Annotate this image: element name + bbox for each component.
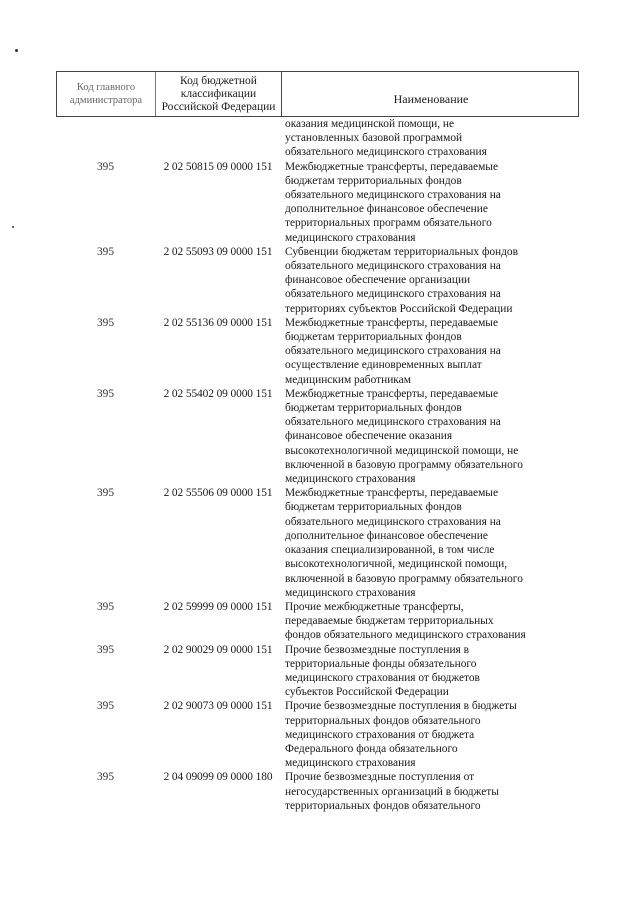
row-admin-code: 395 xyxy=(96,316,115,329)
row-name: Прочие безвозмездные поступления в бюджеты территориальных фондов обязательного медицинского страхования от бюджета Федерального фонда обязательного медицинского страхования xyxy=(285,700,517,770)
table-body xyxy=(56,117,579,813)
header-admin: Код главного администратора xyxy=(57,72,156,116)
row-name: Межбюджетные трансферты, передаваемые бюджетам территориальных фондов обязательного медицинского страхования на осуществление единовременных выплат медицинским работникам xyxy=(285,316,501,386)
row-admin-code: 395 xyxy=(96,700,115,713)
budget-classification-table xyxy=(56,71,579,813)
row-name: Межбюджетные трансферты, передаваемые бюджетам территориальных фондов обязательного медицинского страхования на дополнительное финансовое обеспечение оказания специализированной, в том числе высокотехнологичной, медицинской помощи, включенной в базовую программу обязательного медицинского страхования xyxy=(285,487,523,599)
row-name: Прочие безвозмездные поступления от негосударственных организаций в бюджеты территориальных фондов обязательного xyxy=(285,771,499,812)
row-kbk-code: 2 02 59999 09 0000 151 xyxy=(163,600,273,613)
table-row xyxy=(56,643,579,700)
row-name: Межбюджетные трансферты, передаваемые бюджетам территориальных фондов обязательного медицинского страхования на финансовое обеспечение оказания высокотехнологичной медицинской помощи, не включенной в базовую программу обязательного медицинского страхования xyxy=(285,387,523,486)
table-row-continuation xyxy=(56,117,579,160)
header-name: Наименование xyxy=(393,91,469,106)
row-admin-code: 395 xyxy=(96,643,115,656)
table-row xyxy=(56,600,579,643)
row-kbk-code: 2 02 50815 09 0000 151 xyxy=(163,160,273,173)
table-row xyxy=(56,245,579,316)
table-row xyxy=(56,770,579,813)
scan-speck xyxy=(12,226,14,228)
row-kbk-code: 2 02 90029 09 0000 151 xyxy=(163,643,273,656)
row-admin-code: 395 xyxy=(96,600,115,613)
row-admin-code: 395 xyxy=(96,245,115,258)
row-name: оказания медицинской помощи, не установленных базовой программой обязательного медицинского страхования xyxy=(285,118,487,159)
row-name: Субвенции бюджетам территориальных фондов обязательного медицинского страхования на финансовое обеспечение организации обязательного медицинского страхования на территориях субъектов Российской Федерации xyxy=(285,245,518,315)
row-kbk-code: 2 02 55402 09 0000 151 xyxy=(163,387,273,400)
row-admin-code: 395 xyxy=(96,160,115,173)
row-admin-code: 395 xyxy=(96,387,115,400)
table-header xyxy=(56,71,579,117)
row-admin-code: 395 xyxy=(96,487,115,500)
row-kbk-code: 2 02 90073 09 0000 151 xyxy=(163,700,273,713)
table-row xyxy=(56,699,579,770)
table-row xyxy=(56,486,579,600)
row-name: Прочие безвозмездные поступления в территориальные фонды обязательного медицинского страхования от бюджетов субъектов Российской Федерации xyxy=(285,643,480,699)
row-kbk-code: 2 02 55136 09 0000 151 xyxy=(163,316,273,329)
table-row xyxy=(56,160,579,245)
header-code: Код бюджетной классификации Российской Федерации xyxy=(156,72,282,116)
row-name: Межбюджетные трансферты, передаваемые бюджетам территориальных фондов обязательного медицинского страхования на дополнительное финансовое обеспечение территориальных программ обязательного медицинского страхования xyxy=(285,160,501,244)
row-admin-code: 395 xyxy=(96,771,115,784)
row-kbk-code: 2 02 55506 09 0000 151 xyxy=(163,487,273,500)
row-kbk-code: 2 04 09099 09 0000 180 xyxy=(163,771,273,784)
scan-speck xyxy=(15,49,18,52)
row-kbk-code: 2 02 55093 09 0000 151 xyxy=(163,245,273,258)
table-row xyxy=(56,387,579,486)
table-row xyxy=(56,316,579,387)
row-name: Прочие межбюджетные трансферты, передаваемые бюджетам территориальных фондов обязательного медицинского страхования xyxy=(285,600,526,642)
